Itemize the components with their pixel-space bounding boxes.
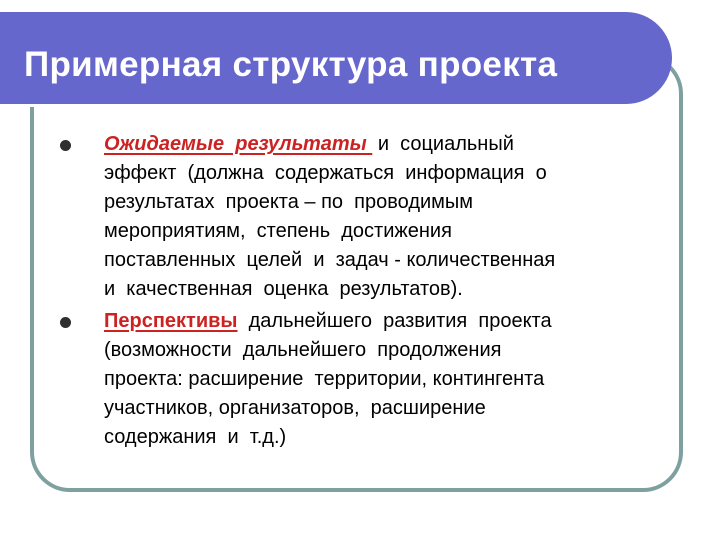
keyword-prospects: Перспективы <box>104 310 238 332</box>
bullet-line: эффект (должна содержаться информация о <box>104 162 547 184</box>
bullet-text: дальнейшего развития проекта <box>237 310 552 332</box>
bullet-list <box>60 130 650 455</box>
bullet-line <box>104 307 650 336</box>
bullet-line: и качественная оценка результатов). <box>104 278 463 300</box>
title-bar <box>0 12 672 104</box>
bullet-dot-icon <box>60 140 71 151</box>
bullet-line: содержания и т.д.) <box>104 426 287 448</box>
bullet-dot-icon <box>60 317 71 328</box>
bullet-line: проекта: расширение территории, контингента <box>104 368 545 390</box>
title-underline <box>18 104 638 107</box>
bullet-item-prospects <box>60 307 650 452</box>
bullet-line: мероприятиям, степень достижения <box>104 220 452 242</box>
bullet-line: участников, организаторов, расширение <box>104 397 486 419</box>
bullet-line <box>104 130 650 159</box>
bullet-item-expected-results <box>60 130 650 304</box>
bullet-text: и социальный <box>372 133 514 155</box>
bullet-line: результатах проекта – по проводимым <box>104 191 474 213</box>
slide-title: Примерная структура проекта <box>24 45 558 84</box>
bullet-line: (возможности дальнейшего продолжения <box>104 339 502 361</box>
bullet-line: поставленных целей и задач - количественная <box>104 249 556 271</box>
keyword-expected-results: Ожидаемые результаты <box>104 133 373 155</box>
